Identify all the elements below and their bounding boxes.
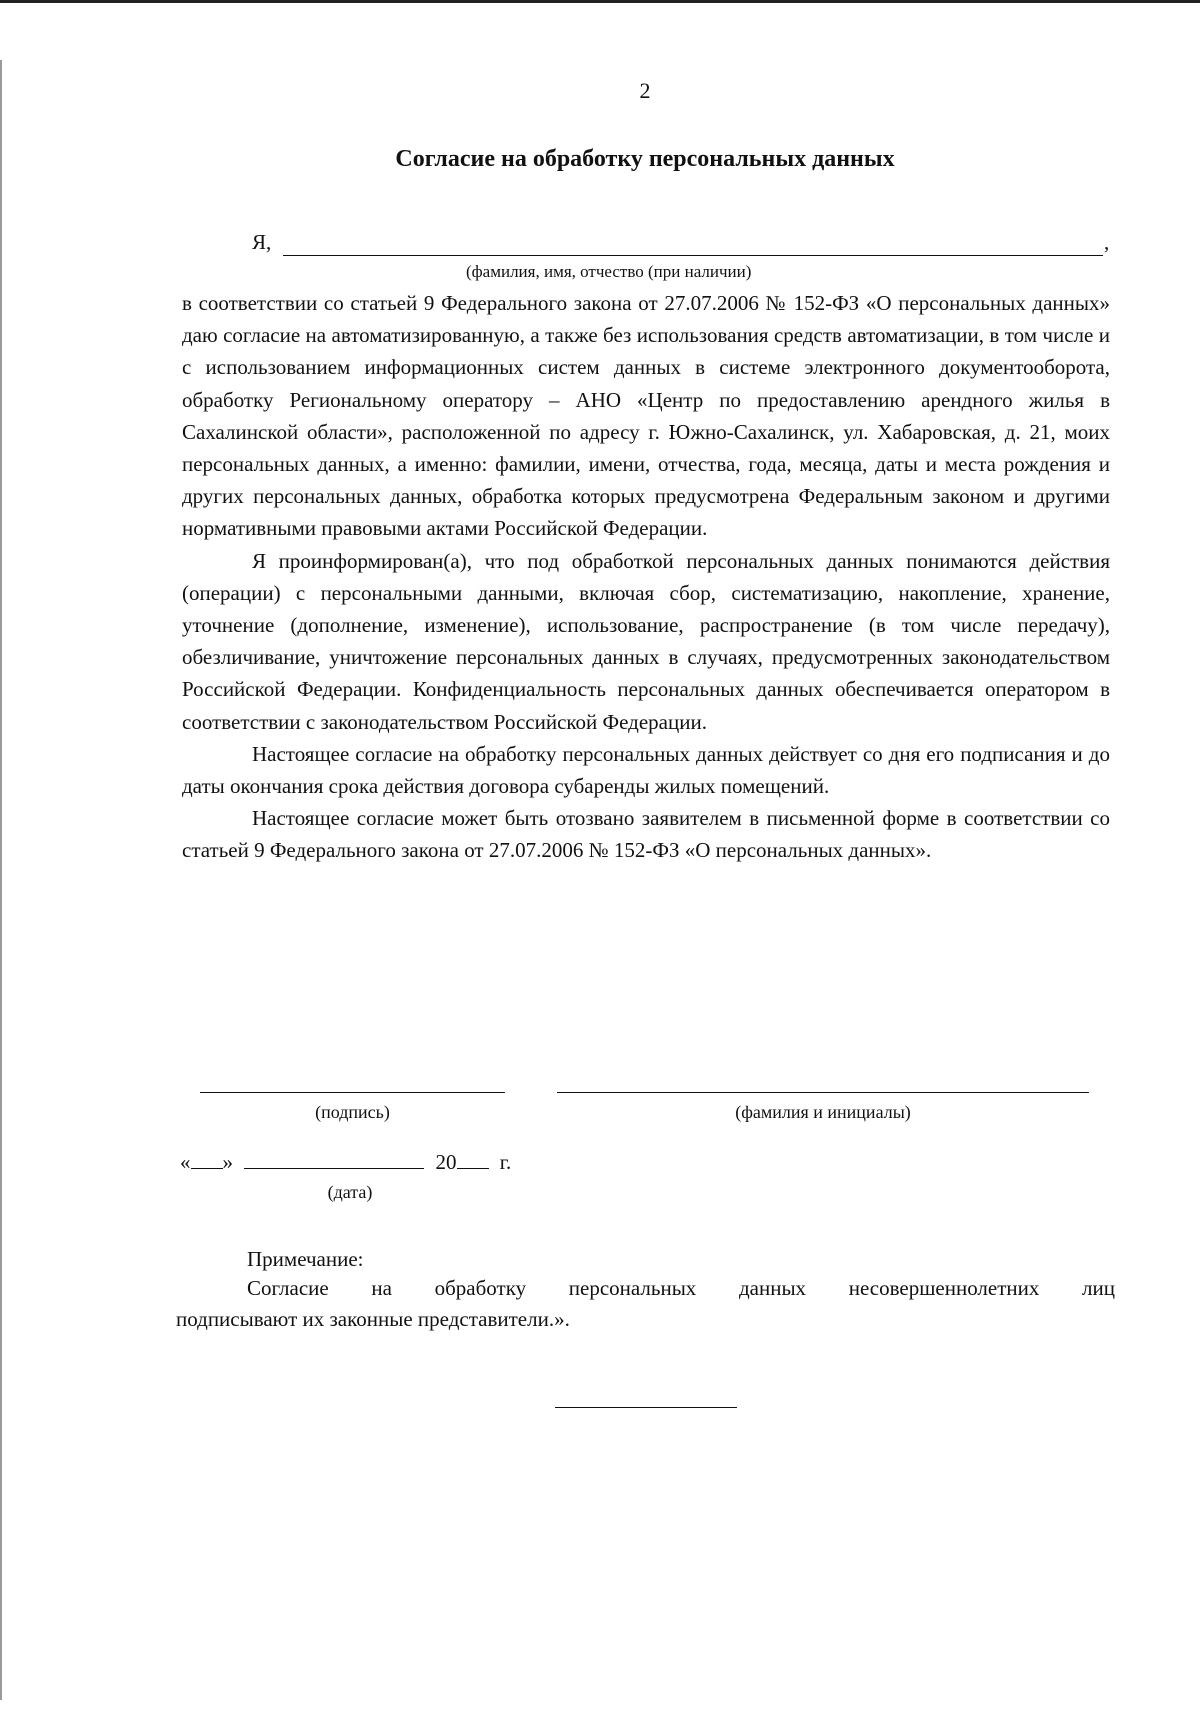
- paragraph-revocation: Настоящее согласие может быть отозвано заявителем в письменной форме в соответствии со статьей 9 Федерального закона от 27.07.2006 № 152-ФЗ «О персональных данных».: [182, 806, 1110, 863]
- date-row: [180, 1150, 511, 1175]
- consent-body: [182, 287, 1110, 867]
- applicant-prefix: Я,: [252, 230, 272, 254]
- document-title: Согласие на обработку персональных данных: [395, 146, 895, 172]
- date-year-field[interactable]: [457, 1150, 489, 1169]
- end-of-document-rule: [555, 1407, 737, 1408]
- date-open-quote: «: [180, 1150, 191, 1174]
- signature-field[interactable]: [200, 1092, 505, 1093]
- note-line-1: Согласие на обработку персональных данных несовершеннолетних лиц: [247, 1276, 1115, 1300]
- date-day-field[interactable]: [191, 1150, 223, 1169]
- note-line-2: подписывают их законные представители.».: [176, 1307, 570, 1331]
- applicant-name-field[interactable]: [283, 255, 1103, 256]
- date-close-quote: »: [222, 1150, 233, 1174]
- scan-edge-top: [0, 0, 1200, 3]
- name-initials-field[interactable]: [557, 1092, 1089, 1093]
- paragraph-processing-definition: Я проинформирован(а), что под обработкой персональных данных понимаются действия (операции) с персональными данными, включая сбор, систематизацию, накопление, хранение, уточнение (дополнение, изменение), использование, распространение (в том числе передачу), обезличивание, уничтожение персональных данных в случаях, предусмотренных законодательством Российской Федерации. Конфиденциальность персональных данных обеспечивается оператором в соответствии с законодательством Российской Федерации.: [182, 548, 1110, 734]
- date-year-suffix: г.: [499, 1150, 512, 1174]
- name-initials-caption: (фамилия и инициалы): [735, 1102, 911, 1122]
- note-text: [176, 1273, 1115, 1335]
- paragraph-consent-scope: в соответствии со статьей 9 Федерального закона от 27.07.2006 № 152-ФЗ «О персональных данных» даю согласие на автоматизированную, а также без использования средств автоматизации, в том числе и с использованием информационных систем данных в системе электронного документооборота, обработку Региональному оператору – АНО «Центр по предоставлению арендного жилья в Сахалинской области», расположенной по адресу г. Южно-Сахалинск, ул. Хабаровская, д. 21, моих персональных данных, а именно: фамилии, имени, отчества, года, месяца, даты и места рождения и других персональных данных, обработка которых предусмотрена Федеральным законом и другими нормативными правовыми актами Российской Федерации.: [182, 291, 1110, 541]
- page-number: 2: [639, 78, 651, 103]
- paragraph-validity-term: Настоящее согласие на обработку персональных данных действует со дня его подписания и до даты окончания срока действия договора субаренды жилых помещений.: [182, 741, 1110, 799]
- note-title: Примечание:: [247, 1247, 364, 1271]
- applicant-name-caption: (фамилия, имя, отчество (при наличии): [466, 262, 752, 281]
- signature-caption: (подпись): [315, 1102, 390, 1122]
- scan-edge-left: [0, 60, 2, 1700]
- date-year-prefix: 20: [435, 1150, 457, 1174]
- date-caption: (дата): [327, 1182, 373, 1202]
- applicant-suffix: ,: [1104, 230, 1110, 254]
- date-month-field[interactable]: [244, 1150, 424, 1169]
